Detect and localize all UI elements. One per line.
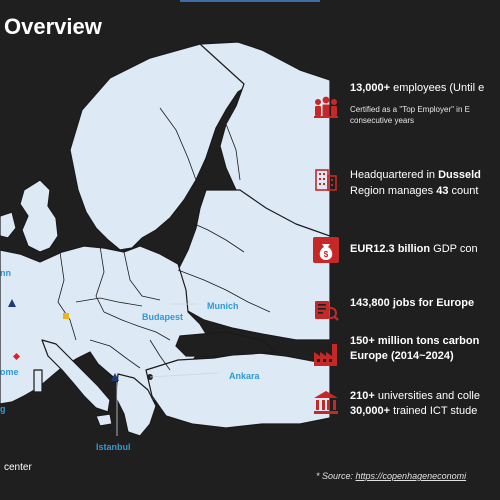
factory-icon <box>312 340 340 368</box>
city-label-vienna: nn <box>0 268 11 278</box>
europe-map <box>0 40 330 460</box>
stat-carbon <box>312 334 500 368</box>
region-suffix: count <box>448 185 479 197</box>
money-bag-icon <box>312 236 340 264</box>
yellow-square-marker <box>63 313 69 319</box>
stat-employees <box>312 82 500 132</box>
building-icon <box>312 166 340 194</box>
top-accent-line <box>180 0 320 2</box>
region-prefix: Region manages <box>350 185 437 197</box>
gdp-value: EUR12.3 billion <box>350 243 431 255</box>
jobs-search-icon <box>312 296 340 324</box>
ireland-shape <box>0 212 16 238</box>
city-label-istanbul: Istanbul <box>96 442 131 452</box>
stat-headquarters <box>312 166 500 200</box>
map-legend-text: center <box>4 462 32 473</box>
city-label-ankara: Ankara <box>229 371 260 381</box>
hq-prefix: Headquartered in <box>350 169 439 181</box>
jobs-value: 143,800 jobs for Europe <box>350 297 475 309</box>
europe-map-graphic <box>0 40 330 460</box>
people-icon <box>312 94 340 122</box>
city-label-bucharest: g <box>0 404 6 414</box>
source-link[interactable]: https://copenhageneconomi <box>355 471 467 481</box>
source-prefix: * Source: <box>316 471 356 481</box>
sicily-shape <box>96 414 112 426</box>
students-label: trained ICT stude <box>390 405 478 417</box>
sardinia-shape <box>34 370 42 392</box>
employees-count: 13,000+ <box>350 82 391 94</box>
top-employer-line2: consecutive years <box>350 116 415 125</box>
university-icon <box>312 389 340 417</box>
universities-label: universities and colle <box>374 390 480 402</box>
turkey-shape <box>146 352 330 428</box>
employees-label: employees (Until e <box>390 82 485 94</box>
stat-universities <box>312 389 500 423</box>
region-count: 43 <box>436 185 449 197</box>
universities-count: 210+ <box>350 390 375 402</box>
gdp-label: GDP con <box>430 243 478 255</box>
students-count: 30,000+ <box>350 405 391 417</box>
source-note <box>316 471 466 481</box>
black-sea-shape <box>176 332 276 356</box>
carbon-period: Europe (2014~2024) <box>350 350 454 362</box>
svg-text:$: $ <box>323 250 329 259</box>
city-label-munich: Munich <box>207 301 239 311</box>
top-employer-line1: Certified as a "Top Employer" in E <box>350 105 470 114</box>
uk-shape <box>20 180 58 252</box>
hq-city: Dusseld <box>438 169 481 181</box>
stat-gdp <box>312 236 500 266</box>
city-label-budapest: Budapest <box>142 312 184 322</box>
stat-jobs <box>312 296 500 326</box>
city-label-rome: ome <box>0 367 19 377</box>
page-title: Overview <box>4 14 102 39</box>
carbon-value: 150+ million tons carbon <box>350 335 480 347</box>
